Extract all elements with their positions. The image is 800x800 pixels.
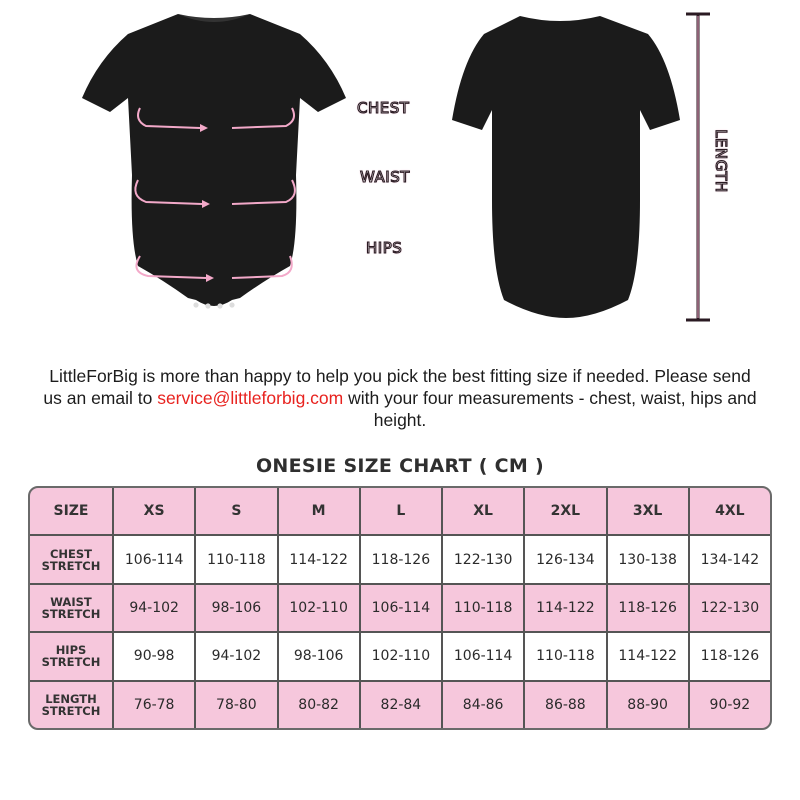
header-cell-3xl: 3XL bbox=[608, 488, 688, 534]
table-cell: 110-118 bbox=[443, 585, 523, 631]
row-label-line-2: STRETCH bbox=[41, 703, 101, 718]
row-label-chest bbox=[30, 536, 112, 582]
length-label: LENGTH bbox=[712, 129, 730, 193]
header-cell-2xl: 2XL bbox=[525, 488, 605, 534]
table-cell: 106-114 bbox=[361, 585, 441, 631]
table-cell: 90-92 bbox=[690, 682, 770, 728]
table-cell: 94-102 bbox=[114, 585, 194, 631]
row-label-line-1: WAIST bbox=[50, 594, 92, 609]
chest-label: CHEST bbox=[357, 99, 410, 117]
header-cell-l: L bbox=[361, 488, 441, 534]
table-cell: 86-88 bbox=[525, 682, 605, 728]
table-cell: 102-110 bbox=[279, 585, 359, 631]
table-cell: 106-114 bbox=[114, 536, 194, 582]
hips-label: HIPS bbox=[366, 239, 403, 257]
table-cell: 106-114 bbox=[443, 633, 523, 679]
table-cell: 118-126 bbox=[608, 585, 688, 631]
onesie-back-image bbox=[452, 16, 680, 318]
table-cell: 114-122 bbox=[608, 633, 688, 679]
row-label-waist bbox=[30, 585, 112, 631]
table-cell: 114-122 bbox=[525, 585, 605, 631]
table-cell: 102-110 bbox=[361, 633, 441, 679]
intro-paragraph bbox=[40, 365, 760, 431]
size-chart-title: ONESIE SIZE CHART ( CM ) bbox=[255, 455, 545, 477]
row-label-line-1: CHEST bbox=[49, 546, 93, 561]
table-cell: 110-118 bbox=[196, 536, 276, 582]
header-cell-size: SIZE bbox=[30, 488, 112, 534]
row-label-line-1: LENGTH bbox=[45, 691, 97, 706]
header-cell-4xl: 4XL bbox=[690, 488, 770, 534]
size-chart-table bbox=[28, 486, 772, 730]
waist-label: WAIST bbox=[360, 168, 410, 186]
row-label-length bbox=[30, 682, 112, 728]
row-label-line-1: HIPS bbox=[55, 643, 87, 658]
table-cell: 98-106 bbox=[196, 585, 276, 631]
header-cell-xl: XL bbox=[443, 488, 523, 534]
intro-text-after: with your four measurements - chest, waist, hips and height. bbox=[343, 388, 757, 430]
row-label-line-2: STRETCH bbox=[41, 655, 101, 670]
header-cell-xs: XS bbox=[114, 488, 194, 534]
table-cell: 122-130 bbox=[690, 585, 770, 631]
table-cell: 80-82 bbox=[279, 682, 359, 728]
row-label-line-2: STRETCH bbox=[41, 606, 101, 621]
table-cell: 88-90 bbox=[608, 682, 688, 728]
table-cell: 98-106 bbox=[279, 633, 359, 679]
table-cell: 76-78 bbox=[114, 682, 194, 728]
table-cell: 90-98 bbox=[114, 633, 194, 679]
table-cell: 114-122 bbox=[279, 536, 359, 582]
intro-text-before: LittleForBig is more than happy to help you pick the best fitting size if needed. Please send us an email to bbox=[43, 366, 751, 408]
table-cell: 84-86 bbox=[443, 682, 523, 728]
row-label-line-2: STRETCH bbox=[41, 558, 101, 573]
onesie-front-image bbox=[82, 14, 346, 309]
header-cell-s: S bbox=[196, 488, 276, 534]
table-cell: 94-102 bbox=[196, 633, 276, 679]
table-cell: 78-80 bbox=[196, 682, 276, 728]
table-cell: 110-118 bbox=[525, 633, 605, 679]
table-cell: 126-134 bbox=[525, 536, 605, 582]
table-cell: 130-138 bbox=[608, 536, 688, 582]
table-cell: 118-126 bbox=[690, 633, 770, 679]
row-label-hips bbox=[30, 633, 112, 679]
table-cell: 134-142 bbox=[690, 536, 770, 582]
table-cell: 122-130 bbox=[443, 536, 523, 582]
table-cell: 118-126 bbox=[361, 536, 441, 582]
email-link[interactable]: service@littleforbig.com bbox=[157, 388, 344, 408]
table-cell: 82-84 bbox=[361, 682, 441, 728]
header-cell-m: M bbox=[279, 488, 359, 534]
